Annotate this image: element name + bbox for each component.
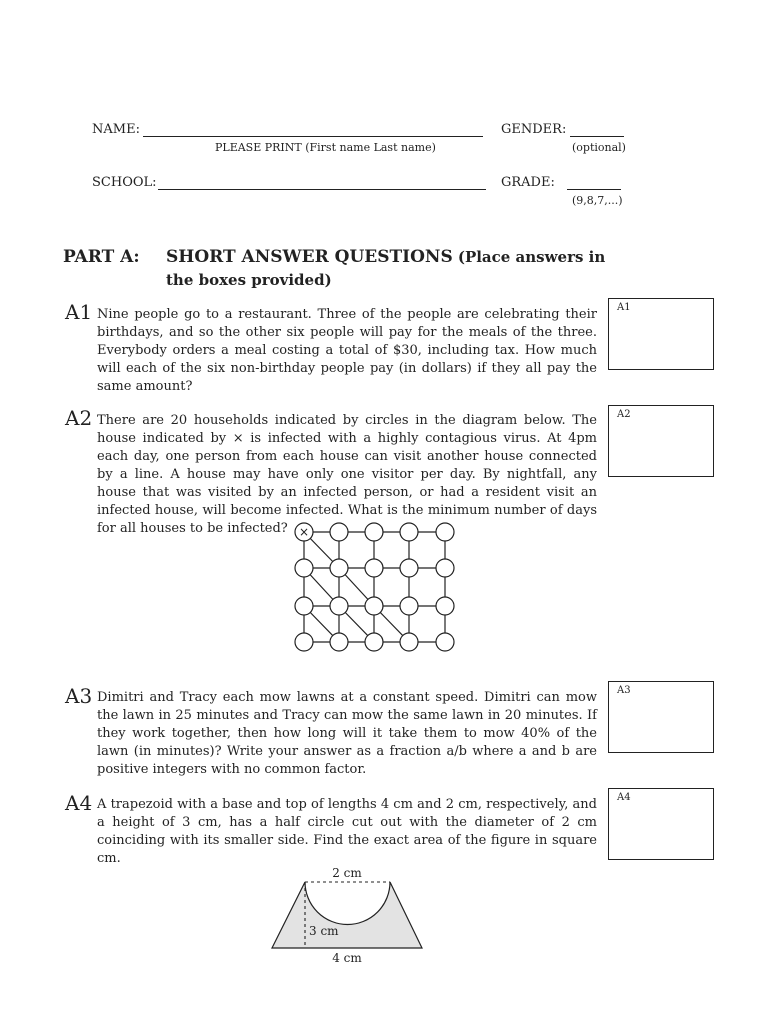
house-node [330, 559, 348, 577]
house-node [400, 559, 418, 577]
question-number-a4: A4 [65, 791, 93, 815]
house-network-diagram [290, 520, 460, 658]
question-number-a2: A2 [65, 406, 93, 430]
base-length-label: 4 cm [332, 951, 362, 965]
part-title: SHORT ANSWER QUESTIONS [166, 247, 453, 267]
house-node [400, 597, 418, 615]
question-number-a3: A3 [65, 684, 93, 708]
house-node [330, 523, 348, 541]
answer-box-a3[interactable] [608, 681, 714, 753]
name-label: NAME: [92, 122, 140, 137]
name-hint: PLEASE PRINT (First name Last name) [215, 141, 436, 154]
house-node [436, 633, 454, 651]
part-title-block [166, 247, 606, 267]
house-node [295, 597, 313, 615]
answer-box-label: A1 [617, 302, 631, 313]
grade-field[interactable] [567, 189, 621, 190]
top-length-label: 2 cm [332, 866, 362, 880]
house-node [400, 523, 418, 541]
answer-box-a2[interactable] [608, 405, 714, 477]
infected-mark: × [298, 525, 310, 539]
house-node [436, 559, 454, 577]
part-heading: PART A: [63, 247, 140, 267]
answer-box-a1[interactable] [608, 298, 714, 370]
name-field[interactable] [143, 136, 483, 137]
house-node [436, 523, 454, 541]
house-node [365, 559, 383, 577]
house-node [330, 597, 348, 615]
school-field[interactable] [158, 189, 486, 190]
trapezoid-shape [272, 882, 422, 948]
grade-hint: (9,8,7,...) [572, 194, 623, 207]
question-text-a3: Dimitri and Tracy each mow lawns at a constant speed. Dimitri can mow the lawn in 25 minutes and Tracy can mow the same lawn in 20 minutes. If they work together, then how long will it take them to mow 40% of the lawn (in minutes)? Write your answer as a fraction a/b where a and b are positive integers with no common factor. [97, 690, 597, 777]
question-number-a1: A1 [65, 300, 93, 324]
question-text-a2: There are 20 households indicated by circles in the diagram below. The house indicated by × is infected with a highly contagious virus. At 4pm each day, one person from each house can visit another house connected by a line. A house may have only one visitor per day. By nightfall, any house that was visited by an infected person, or had a resident visit an infected house, will become infected. What is the minimum number of days for all houses to be infected? [97, 413, 597, 536]
house-node [436, 597, 454, 615]
answer-box-a4[interactable] [608, 788, 714, 860]
house-node [295, 633, 313, 651]
height-label: 3 cm [309, 924, 339, 938]
gender-hint: (optional) [572, 141, 626, 154]
answer-box-label: A4 [617, 792, 631, 803]
house-node [295, 559, 313, 577]
part-instruction-1: (Place answers in [457, 248, 606, 266]
house-node [400, 633, 418, 651]
question-text-a4: A trapezoid with a base and top of lengths 4 cm and 2 cm, respectively, and a height of 3 cm, has a half circle cut out with the diameter of 2 cm coinciding with its smaller side. Find the exact area of the figure in square cm. [97, 797, 597, 866]
answer-box-label: A3 [617, 685, 631, 696]
part-instruction-2: the boxes provided) [166, 271, 332, 289]
gender-label: GENDER: [501, 122, 567, 137]
answer-box-label: A2 [617, 409, 631, 420]
house-node [330, 633, 348, 651]
house-node [365, 633, 383, 651]
grade-label: GRADE: [501, 175, 555, 190]
school-label: SCHOOL: [92, 175, 157, 190]
house-node [365, 523, 383, 541]
question-text-a1: Nine people go to a restaurant. Three of the people are celebrating their birthdays, and so the other six people will pay for the meals of the three. Everybody orders a meal costing a total of $30, including tax. How much will each of the six non-birthday people pay (in dollars) if they all pay the same amount? [97, 307, 597, 394]
gender-field[interactable] [570, 136, 624, 137]
trapezoid-diagram [262, 862, 432, 970]
house-node [365, 597, 383, 615]
